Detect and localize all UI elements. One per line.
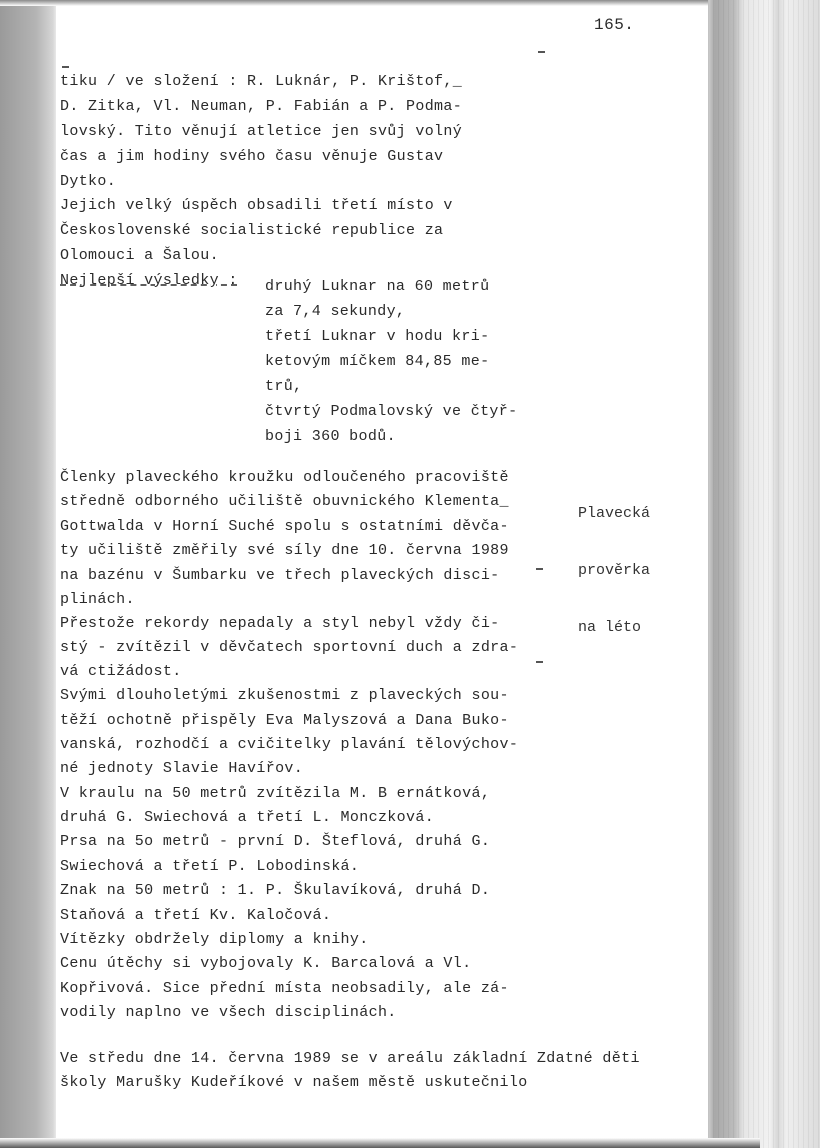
text-line: vodily naplno ve všech disciplinách.: [60, 1004, 397, 1021]
text-line: Československé socialistické republice za: [60, 222, 444, 239]
page-number: 165.: [594, 16, 635, 34]
text-line: tiku / ve složení : R. Luknár, P. Krištof,_: [60, 73, 463, 90]
result-line: třetí Luknar v hodu kri-: [265, 328, 490, 345]
text-line: Gottwalda v Horní Suché spolu s ostatními děvča-: [60, 518, 509, 535]
result-line: druhý Luknar na 60 metrů: [265, 278, 490, 295]
text-line: lovský. Tito věnují atletice jen svůj volný: [60, 123, 463, 140]
margin-note-line: Plavecká: [578, 505, 651, 522]
text-line: Olomouci a Šalou.: [60, 247, 219, 264]
text-line: Dytko.: [60, 173, 117, 190]
text-line: né jednoty Slavie Havířov.: [60, 760, 304, 777]
result-line: čtvrtý Podmalovský ve čtyř-: [265, 403, 518, 420]
text-line: druhá G. Swiechová a třetí L. Monczková.: [60, 809, 435, 826]
text-line: čas a jim hodiny svého času věnuje Gustav: [60, 148, 444, 165]
text-line: Swiechová a třetí P. Lobodinská.: [60, 858, 360, 875]
text-line: Členky plaveckého kroužku odloučeného pracoviště: [60, 469, 509, 486]
margin-note: [578, 466, 650, 656]
text-line: Ve středu dne 14. června 1989 se v areálu základní Zdatné děti: [60, 1050, 640, 1067]
text-line: Kopřivová. Sice přední místa neobsadily, ale zá-: [60, 980, 509, 997]
stray-mark: [536, 568, 543, 570]
result-line: trů,: [265, 378, 303, 395]
text-line: Znak na 50 metrů : 1. P. Škulavíková, druhá D.: [60, 882, 491, 899]
text-line: vanská, rozhodčí a cvičitelky plavání tělovýchov-: [60, 736, 519, 753]
result-line: ketovým míčkem 84,85 me-: [265, 353, 490, 370]
result-line: za 7,4 sekundy,: [265, 303, 406, 320]
margin-note-line: prověrka: [578, 562, 651, 579]
scan-bottom-edge: [0, 1138, 760, 1148]
text-line: ty učiliště změřily své síly dne 10. června 1989: [60, 542, 509, 559]
text-line: Staňová a třetí Kv. Kaločová.: [60, 907, 332, 924]
text-line: na bazénu v Šumbarku ve třech plaveckých disci-: [60, 567, 500, 584]
result-line: boji 360 bodů.: [265, 428, 396, 445]
text-line: Vítězky obdržely diplomy a knihy.: [60, 931, 369, 948]
scan-left-shadow: [0, 0, 60, 1148]
text-line: D. Zitka, Vl. Neuman, P. Fabián a P. Podma-: [60, 98, 463, 115]
text-line: V kraulu na 50 metrů zvítězila M. B ernátková,: [60, 785, 491, 802]
book-binding-edge: [708, 0, 820, 1148]
text-line: plinách.: [60, 591, 135, 608]
text-line: Cenu útěchy si vybojovaly K. Barcalová a Vl.: [60, 955, 472, 972]
text-line: Prsa na 5o metrů - první D. Šteflová, druhá G.: [60, 833, 491, 850]
text-line: Svými dlouholetými zkušenostmi z plaveckých sou-: [60, 687, 509, 704]
stray-mark: [538, 51, 545, 53]
stray-mark: [536, 661, 543, 663]
text-line: Přestože rekordy nepadaly a styl nebyl vždy či-: [60, 615, 500, 632]
text-line: středně odborného učiliště obuvnického Klementa_: [60, 493, 509, 510]
text-line: Jejich velký úspěch obsadili třetí místo v: [60, 197, 453, 214]
stray-mark: [62, 66, 69, 68]
text-line: těží ochotně přispěly Eva Malyszová a Dana Buko-: [60, 712, 509, 729]
margin-note-line: na léto: [578, 619, 642, 636]
best-results-label: Nejlepší výsledky :: [60, 272, 238, 289]
text-line: školy Marušky Kudeříkové v našem městě uskutečnilo: [60, 1074, 528, 1091]
text-line: vá ctižádost.: [60, 663, 182, 680]
text-line: stý - zvítězil v děvčatech sportovní duch a zdra-: [60, 639, 519, 656]
scan-top-edge: [0, 0, 820, 6]
